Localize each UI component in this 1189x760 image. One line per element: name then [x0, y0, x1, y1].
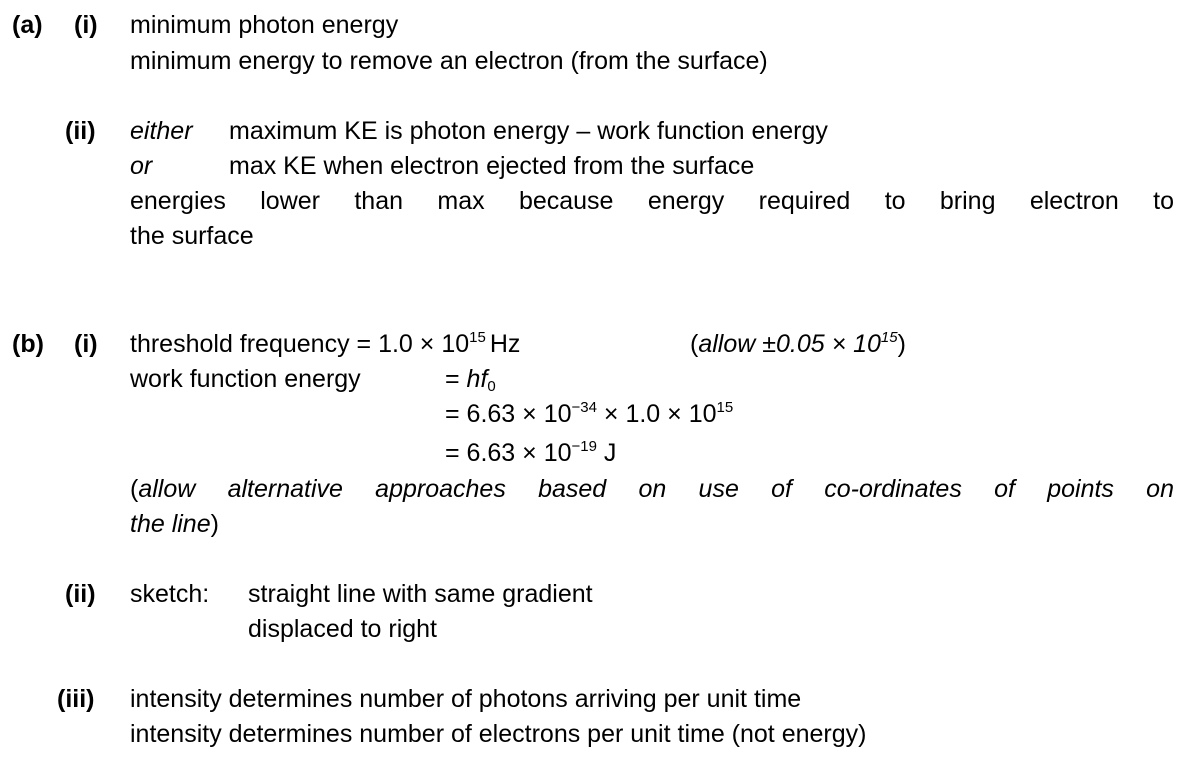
allowance-exponent: 15: [880, 329, 898, 346]
threshold-text: threshold frequency = 1.0 × 10: [130, 330, 470, 358]
eq1-hf: hf: [466, 365, 488, 393]
or-word: or: [130, 152, 153, 180]
work-function-eq1: [445, 362, 496, 397]
allowance-text: allow ±0.05 × 10: [698, 330, 881, 358]
eq1-subscript: 0: [487, 378, 496, 395]
work-function-eq2: [445, 397, 733, 432]
alternative-approaches-line2: [130, 507, 219, 542]
alt-text-1: allow alternative approaches based on use of co-ordinates of points on: [138, 475, 1174, 503]
eq3-part-a: = 6.63 × 10: [445, 439, 572, 467]
threshold-unit: Hz: [489, 330, 521, 358]
allowance-close: ): [897, 330, 906, 358]
sketch-line1: straight line with same gradient: [248, 580, 593, 608]
sketch-line2: displaced to right: [248, 615, 438, 643]
part-b-i-label: (i): [74, 330, 98, 358]
sketch-label: sketch:: [130, 580, 210, 608]
alt-open: (: [130, 475, 139, 503]
threshold-exponent: 15: [469, 329, 486, 346]
alt-close: ): [210, 510, 219, 538]
part-a-i-line1: minimum photon energy: [130, 11, 399, 39]
part-a-i-label: (i): [74, 11, 98, 39]
eq2-part-a: = 6.63 × 10: [445, 400, 572, 428]
intensity-line1: intensity determines number of photons arriving per unit time: [130, 685, 802, 713]
eq2-exponent-1: −34: [571, 399, 597, 416]
alt-text-2: the line: [130, 510, 211, 538]
allowance-open: (: [690, 330, 699, 358]
part-b-ii-label: (ii): [65, 580, 96, 608]
or-text: max KE when electron ejected from the surface: [229, 152, 755, 180]
allowance-note: [690, 327, 906, 362]
part-b-label: (b): [12, 330, 44, 358]
eq3-exponent: −19: [571, 438, 597, 455]
eq3-unit: J: [596, 439, 617, 467]
part-a-ii-line3: energies lower than max because energy required to bring electron to: [130, 187, 1174, 215]
alternative-approaches-line1: [130, 472, 1174, 507]
eq2-part-b: × 1.0 × 10: [596, 400, 717, 428]
threshold-frequency-line: [130, 327, 520, 362]
either-word: either: [130, 117, 193, 145]
eq1-prefix: =: [445, 365, 467, 393]
part-a-ii-label: (ii): [65, 117, 96, 145]
either-text: maximum KE is photon energy – work function energy: [229, 117, 828, 145]
intensity-line2: intensity determines number of electrons per unit time (not energy): [130, 720, 867, 748]
part-a-ii-line4: the surface: [130, 222, 254, 250]
work-function-label: work function energy: [130, 365, 361, 393]
part-a-label: (a): [12, 11, 43, 39]
part-b-iii-label: (iii): [57, 685, 95, 713]
eq2-exponent-2: 15: [716, 399, 734, 416]
work-function-eq3: [445, 436, 616, 471]
part-a-i-line2: minimum energy to remove an electron (from the surface): [130, 47, 768, 75]
